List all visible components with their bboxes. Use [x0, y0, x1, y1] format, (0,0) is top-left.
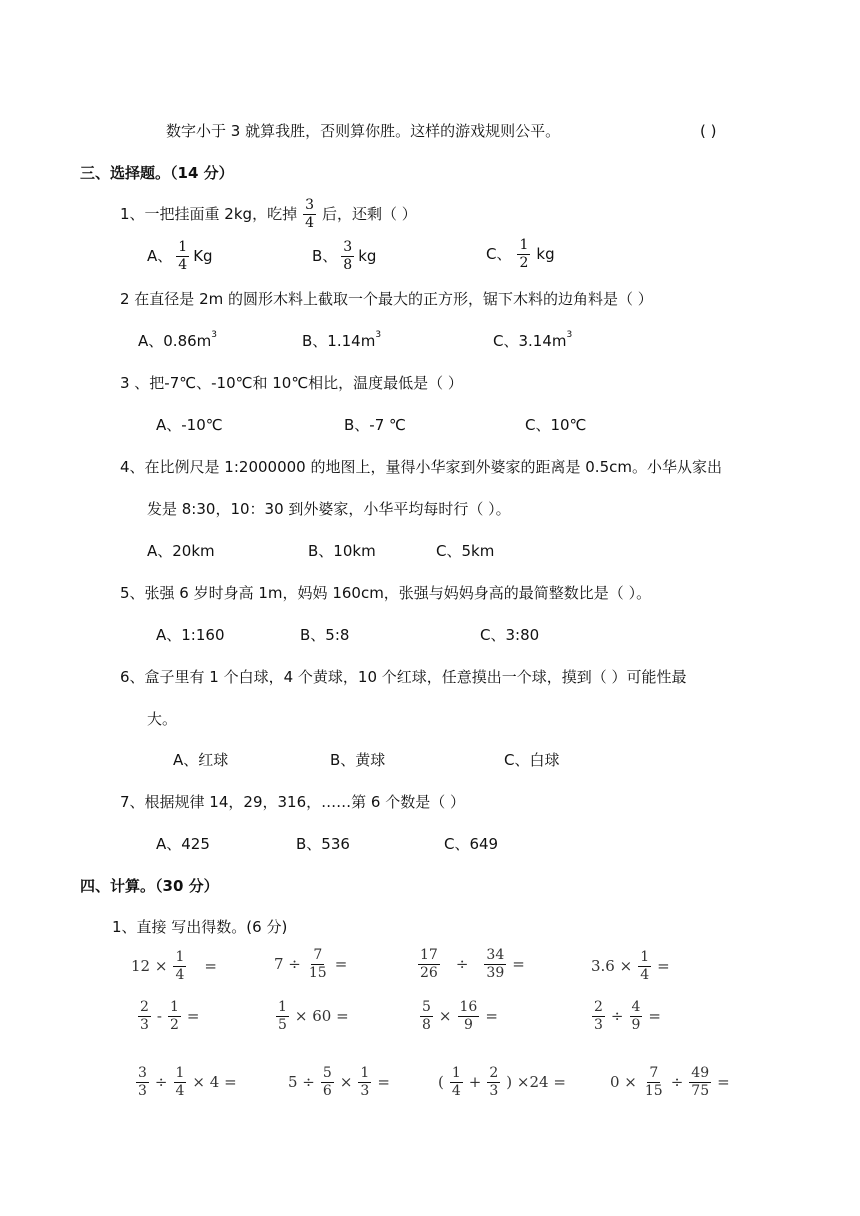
option-a[interactable]: A、红球 [173, 751, 229, 769]
option-a[interactable]: A、-10℃ [156, 416, 223, 434]
option-b[interactable]: B、-7 ℃ [344, 416, 406, 434]
calc-item: $\frac{1}{5}$ × 60 = [278, 999, 349, 1033]
option-c[interactable]: C、3:80 [480, 626, 540, 644]
option-b[interactable]: B、黄球 [330, 751, 386, 769]
calc-item: 0 × $\frac{7}{15}$ ÷ $\frac{49}{75}$ = [610, 1065, 730, 1099]
calc-item: $\frac{3}{3}$ ÷ $\frac{1}{4}$ × 4 = [138, 1065, 237, 1099]
option-b[interactable]: B、 $\frac{3}{8}$ kg [312, 239, 377, 273]
calc-item: ( $\frac{1}{4}$ + $\frac{2}{3}$ ) ×24 = [438, 1065, 566, 1099]
option-b[interactable]: B、536 [296, 835, 350, 853]
fraction: $\frac{3}{8}$ [343, 239, 353, 273]
section-title-choice: 三、选择题。（14 分） [80, 164, 234, 182]
option-a[interactable]: A、1:160 [156, 626, 225, 644]
question-4-line1: 4、在比例尺是 1:2000000 的地图上，量得小华家到外婆家的距离是 0.5cm。小华从家出 [120, 458, 722, 476]
calc-item: 12 × $\frac{1}{4}$ = [131, 949, 217, 983]
option-a[interactable]: A、20km [147, 542, 215, 560]
question-1 [120, 198, 417, 230]
question-1-pre: 1、一把挂面重 2kg，吃掉 [120, 204, 298, 223]
calc-item: 7 ÷ $\frac{7}{15}$ = [274, 947, 348, 981]
question-7: 7、根据规律 14，29，316，……第 6 个数是（ ） [120, 793, 465, 811]
calc-item: $\frac{17}{26}$ ÷ $\frac{34}{39}$ = [420, 947, 525, 981]
calc-item: $\frac{5}{8}$ × $\frac{16}{9}$ = [422, 999, 498, 1033]
fraction: $\frac{1}{4}$ [178, 239, 188, 273]
calc-item: 5 ÷ $\frac{5}{6}$ × $\frac{1}{3}$ = [288, 1065, 390, 1099]
option-b[interactable]: B、5:8 [300, 626, 350, 644]
option-c[interactable]: C、白球 [504, 751, 560, 769]
section-title-calc: 四、计算。（30 分） [80, 877, 219, 895]
calc-item: $\frac{2}{3}$ ÷ $\frac{4}{9}$ = [594, 999, 661, 1033]
question-6-line2: 大。 [147, 710, 178, 728]
option-c[interactable]: C、10℃ [525, 416, 587, 434]
option-c[interactable]: C、5km [436, 542, 495, 560]
statement-text: 数字小于 3 就算我胜，否则算你胜。这样的游戏规则公平。 [166, 122, 561, 140]
option-c[interactable]: C、649 [444, 835, 499, 853]
question-2: 2 在直径是 2m 的圆形木料上截取一个最大的正方形，锯下木料的边角料是（ ） [120, 290, 653, 308]
calc-item: 3.6 × $\frac{1}{4}$ = [591, 949, 670, 983]
subsection-title: 1、直接 写出得数。(6 分) [112, 918, 288, 936]
question-6-line1: 6、盒子里有 1 个白球，4 个黄球，10 个红球，任意摸出一个球，摸到（ ）可能性最 [120, 668, 687, 686]
option-a[interactable]: A、 $\frac{1}{4}$ Kg [147, 239, 213, 273]
answer-paren[interactable]: ( ) [700, 122, 717, 140]
question-1-post: 后，还剩（ ） [322, 204, 417, 223]
question-4-line2: 发是 8:30，10：30 到外婆家，小华平均每时行（ ）。 [147, 500, 511, 518]
question-5: 5、张强 6 岁时身高 1m，妈妈 160cm，张强与妈妈身高的最简整数比是（ ）。 [120, 584, 652, 602]
option-a[interactable]: A、425 [156, 835, 210, 853]
option-c[interactable]: C、$3.14m^3$ [493, 330, 573, 350]
option-b[interactable]: B、10km [308, 542, 376, 560]
option-b[interactable]: B、$1.14m^3$ [302, 330, 382, 350]
fraction: $\frac{3}{4}$ [305, 197, 314, 231]
option-a[interactable]: A、$0.86m^3$ [138, 330, 218, 350]
question-3: 3 、把-7℃、-10℃和 10℃相比，温度最低是（ ） [120, 374, 463, 392]
fraction: $\frac{1}{2}$ [519, 237, 529, 271]
option-c[interactable]: C、 $\frac{1}{2}$ kg [486, 237, 555, 271]
calc-item: $\frac{2}{3}$ - $\frac{1}{2}$ = [140, 999, 200, 1033]
